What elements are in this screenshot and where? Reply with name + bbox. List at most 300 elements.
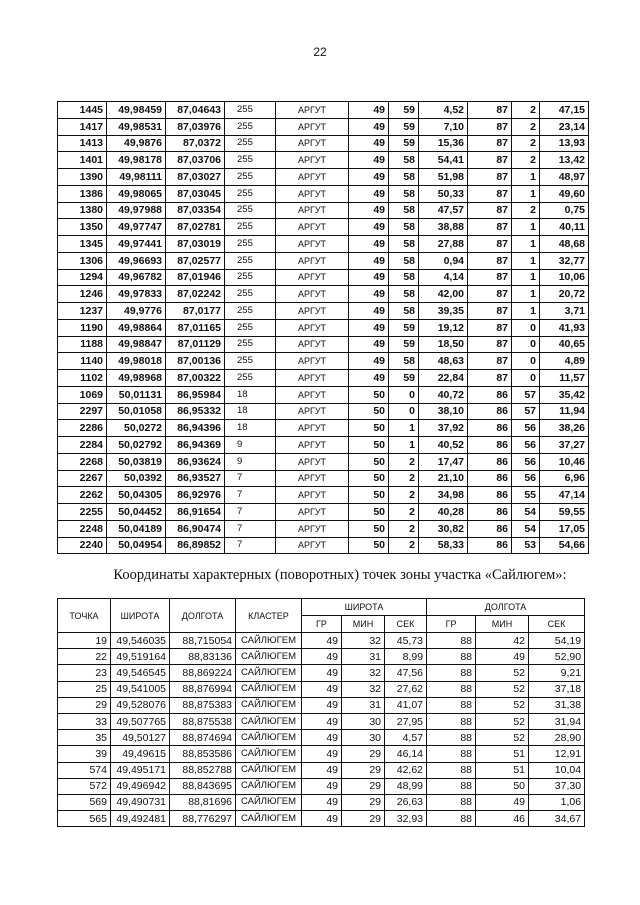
cluster-name-cell: АРГУТ: [276, 319, 349, 336]
lon-sec-cell: 38,26: [540, 420, 589, 437]
cluster-id-cell: 255: [225, 286, 276, 303]
lat-sec-cell: 27,88: [419, 236, 468, 253]
lat-deg-cell: 49: [302, 633, 342, 649]
lon-sec-cell: 9,21: [529, 665, 585, 681]
table-row: [58, 794, 585, 810]
cluster-name-cell: АРГУТ: [276, 219, 349, 236]
lat-sec-cell: 19,12: [419, 319, 468, 336]
lon-sec-cell: 0,75: [540, 202, 589, 219]
lon-deg-cell: 87: [468, 286, 512, 303]
lat-sec-cell: 42,62: [385, 762, 427, 778]
lat-sec-cell: 4,52: [419, 102, 468, 119]
longitude-cell: 86,92976: [166, 487, 225, 504]
longitude-cell: 86,94369: [166, 437, 225, 454]
lon-min-cell: 1: [512, 219, 540, 236]
latitude-cell: 50,01058: [107, 403, 166, 420]
lon-deg-cell: 88: [427, 697, 476, 713]
point-number-cell: 22: [58, 649, 111, 665]
lon-deg-cell: 86: [468, 386, 512, 403]
lat-deg-cell: 50: [349, 487, 389, 504]
cluster-cell: САЙЛЮГЕМ: [236, 697, 302, 713]
lat-sec-cell: 30,82: [419, 520, 468, 537]
lon-deg-cell: 88: [427, 730, 476, 746]
lat-deg-cell: 49: [302, 811, 342, 827]
lat-min-cell: 58: [389, 303, 419, 320]
lon-min-cell: 49: [476, 649, 529, 665]
latitude-cell: 49,97988: [107, 202, 166, 219]
point-number-cell: 565: [58, 811, 111, 827]
cluster-name-cell: АРГУТ: [276, 520, 349, 537]
lon-min-cell: 54: [512, 504, 540, 521]
lon-min-cell: 51: [476, 746, 529, 762]
lat-deg-cell: 49: [349, 236, 389, 253]
lon-sec-cell: 49,60: [540, 185, 589, 202]
lon-sec-cell: 17,05: [540, 520, 589, 537]
lat-sec-cell: 50,33: [419, 185, 468, 202]
lat-min-cell: 1: [389, 420, 419, 437]
cluster-name-cell: АРГУТ: [276, 269, 349, 286]
cluster-name-cell: АРГУТ: [276, 420, 349, 437]
lon-sec-cell: 20,72: [540, 286, 589, 303]
cluster-name-cell: АРГУТ: [276, 185, 349, 202]
lon-deg-cell: 87: [468, 102, 512, 119]
lat-min-cell: 32: [342, 665, 385, 681]
table-row: [58, 746, 585, 762]
lon-min-cell: 56: [512, 453, 540, 470]
latitude-cell: 49,98531: [107, 118, 166, 135]
lat-sec-cell: 4,57: [385, 730, 427, 746]
lat-deg-cell: 49: [349, 202, 389, 219]
cluster-cell: САЙЛЮГЕМ: [236, 730, 302, 746]
lat-min-cell: 32: [342, 681, 385, 697]
cluster-cell: САЙЛЮГЕМ: [236, 681, 302, 697]
lon-sec-cell: 31,38: [529, 697, 585, 713]
lon-min-cell: 52: [476, 665, 529, 681]
lat-deg-cell: 49: [302, 713, 342, 729]
lat-min-cell: 1: [389, 437, 419, 454]
lon-deg-cell: 88: [427, 794, 476, 810]
lon-sec-cell: 10,46: [540, 453, 589, 470]
latitude-cell: 49,507765: [111, 713, 170, 729]
lon-sec-cell: 34,67: [529, 811, 585, 827]
point-number-cell: 2268: [58, 453, 107, 470]
point-number-cell: 1345: [58, 236, 107, 253]
cluster-cell: САЙЛЮГЕМ: [236, 794, 302, 810]
lon-sec-cell: 40,11: [540, 219, 589, 236]
lat-min-cell: 2: [389, 520, 419, 537]
lat-min-cell: 58: [389, 236, 419, 253]
lon-deg-cell: 87: [468, 319, 512, 336]
lon-sec-cell: 10,04: [529, 762, 585, 778]
table-row: [58, 202, 589, 219]
lat-sec-cell: 17,47: [419, 453, 468, 470]
lon-sec-cell: 40,65: [540, 336, 589, 353]
table-row: [58, 487, 589, 504]
latitude-cell: 49,490731: [111, 794, 170, 810]
lat-min-cell: 59: [389, 102, 419, 119]
lon-deg-cell: 88: [427, 713, 476, 729]
table-row: [58, 437, 589, 454]
lon-min-cell: 55: [512, 487, 540, 504]
latitude-cell: 49,541005: [111, 681, 170, 697]
cluster-name-cell: АРГУТ: [276, 470, 349, 487]
lon-min-cell: 0: [512, 353, 540, 370]
lon-min-cell: 0: [512, 319, 540, 336]
cluster-name-cell: АРГУТ: [276, 152, 349, 169]
latitude-cell: 49,546545: [111, 665, 170, 681]
lon-min-cell: 56: [512, 470, 540, 487]
lon-deg-cell: 86: [468, 487, 512, 504]
cluster-name-cell: АРГУТ: [276, 236, 349, 253]
table-row: [58, 118, 589, 135]
table-row: [58, 633, 585, 649]
lat-deg-cell: 49: [349, 336, 389, 353]
lat-deg-cell: 49: [302, 730, 342, 746]
lon-min-cell: 54: [512, 520, 540, 537]
lon-sec-cell: 48,68: [540, 236, 589, 253]
lat-sec-cell: 15,36: [419, 135, 468, 152]
lon-min-cell: 49: [476, 794, 529, 810]
longitude-cell: 86,94396: [166, 420, 225, 437]
point-number-cell: 1188: [58, 336, 107, 353]
lon-deg-cell: 86: [468, 520, 512, 537]
lat-min-cell: 31: [342, 649, 385, 665]
latitude-cell: 49,519164: [111, 649, 170, 665]
cluster-cell: САЙЛЮГЕМ: [236, 778, 302, 794]
cluster-cell: САЙЛЮГЕМ: [236, 811, 302, 827]
lat-sec-cell: 4,14: [419, 269, 468, 286]
lon-sec-cell: 31,94: [529, 713, 585, 729]
lat-min-cell: 29: [342, 746, 385, 762]
lat-deg-cell: 49: [302, 697, 342, 713]
lat-min-cell: 58: [389, 286, 419, 303]
cluster-cell: САЙЛЮГЕМ: [236, 649, 302, 665]
point-number-cell: 1069: [58, 386, 107, 403]
lon-sec-cell: 35,42: [540, 386, 589, 403]
table-row: [58, 386, 589, 403]
latitude-cell: 49,98178: [107, 152, 166, 169]
lon-min-cell: 57: [512, 386, 540, 403]
longitude-cell: 88,83136: [170, 649, 236, 665]
longitude-cell: 88,869224: [170, 665, 236, 681]
cluster-name-cell: АРГУТ: [276, 537, 349, 554]
lat-min-cell: 29: [342, 762, 385, 778]
lat-deg-cell: 50: [349, 386, 389, 403]
lon-deg-cell: 88: [427, 778, 476, 794]
lon-deg-cell: 87: [468, 336, 512, 353]
lon-sec-cell: 41,93: [540, 319, 589, 336]
lon-deg-cell: 86: [468, 504, 512, 521]
lat-sec-cell: 48,99: [385, 778, 427, 794]
point-number-cell: 572: [58, 778, 111, 794]
cluster-id-cell: 18: [225, 386, 276, 403]
lat-min-cell: 2: [389, 504, 419, 521]
table-row: [58, 453, 589, 470]
point-number-cell: 1190: [58, 319, 107, 336]
lat-deg-cell: 50: [349, 537, 389, 554]
coordinates-table-argut: [57, 101, 589, 554]
point-number-cell: 1417: [58, 118, 107, 135]
lon-sec-cell: 28,90: [529, 730, 585, 746]
lat-sec-cell: 26,63: [385, 794, 427, 810]
point-number-cell: 1140: [58, 353, 107, 370]
cluster-id-cell: 255: [225, 252, 276, 269]
lat-sec-cell: 45,73: [385, 633, 427, 649]
lon-min-cell: 0: [512, 336, 540, 353]
longitude-cell: 87,02577: [166, 252, 225, 269]
lon-sec-cell: 32,77: [540, 252, 589, 269]
coordinates-table-sailyugem: [57, 598, 585, 827]
lat-deg-cell: 50: [349, 520, 389, 537]
cluster-name-cell: АРГУТ: [276, 504, 349, 521]
lat-deg-cell: 49: [302, 762, 342, 778]
lat-sec-cell: 47,56: [385, 665, 427, 681]
lon-sec-cell: 23,14: [540, 118, 589, 135]
lat-deg-cell: 49: [349, 135, 389, 152]
lat-sec-cell: 40,52: [419, 437, 468, 454]
lat-deg-cell: 49: [349, 219, 389, 236]
lon-min-cell: 0: [512, 370, 540, 387]
lon-sec-cell: 52,90: [529, 649, 585, 665]
point-number-cell: 2240: [58, 537, 107, 554]
cluster-id-cell: 255: [225, 353, 276, 370]
latitude-cell: 49,528076: [111, 697, 170, 713]
cluster-name-cell: АРГУТ: [276, 202, 349, 219]
longitude-cell: 86,95332: [166, 403, 225, 420]
longitude-cell: 87,0372: [166, 135, 225, 152]
header-lat-deg: ГР: [302, 616, 342, 633]
longitude-cell: 87,00136: [166, 353, 225, 370]
lon-min-cell: 56: [512, 437, 540, 454]
lat-sec-cell: 22,84: [419, 370, 468, 387]
point-number-cell: 1246: [58, 286, 107, 303]
cluster-name-cell: АРГУТ: [276, 403, 349, 420]
cluster-name-cell: АРГУТ: [276, 370, 349, 387]
table-row: [58, 370, 589, 387]
longitude-cell: 87,04643: [166, 102, 225, 119]
table-row: [58, 286, 589, 303]
lat-min-cell: 58: [389, 202, 419, 219]
lat-sec-cell: 8,99: [385, 649, 427, 665]
table-row: [58, 778, 585, 794]
lon-sec-cell: 10,06: [540, 269, 589, 286]
lat-sec-cell: 42,00: [419, 286, 468, 303]
lon-sec-cell: 37,18: [529, 681, 585, 697]
point-number-cell: 1350: [58, 219, 107, 236]
lon-deg-cell: 86: [468, 420, 512, 437]
lon-deg-cell: 86: [468, 453, 512, 470]
cluster-id-cell: 18: [225, 420, 276, 437]
point-number-cell: 33: [58, 713, 111, 729]
lat-min-cell: 0: [389, 386, 419, 403]
lat-deg-cell: 50: [349, 453, 389, 470]
longitude-cell: 88,81696: [170, 794, 236, 810]
header-latitude: ШИРОТА: [111, 599, 170, 633]
latitude-cell: 50,04305: [107, 487, 166, 504]
header-longitude-group: ДОЛГОТА: [427, 599, 585, 616]
latitude-cell: 50,01131: [107, 386, 166, 403]
point-number-cell: 1401: [58, 152, 107, 169]
lat-sec-cell: 38,88: [419, 219, 468, 236]
latitude-cell: 49,98968: [107, 370, 166, 387]
point-number-cell: 1237: [58, 303, 107, 320]
cluster-id-cell: 255: [225, 169, 276, 186]
lat-sec-cell: 32,93: [385, 811, 427, 827]
latitude-cell: 49,49615: [111, 746, 170, 762]
lon-deg-cell: 88: [427, 811, 476, 827]
longitude-cell: 88,875538: [170, 713, 236, 729]
latitude-cell: 49,492481: [111, 811, 170, 827]
lat-sec-cell: 0,94: [419, 252, 468, 269]
lon-deg-cell: 87: [468, 252, 512, 269]
latitude-cell: 49,98459: [107, 102, 166, 119]
lon-deg-cell: 87: [468, 236, 512, 253]
cluster-id-cell: 255: [225, 219, 276, 236]
lon-deg-cell: 87: [468, 118, 512, 135]
latitude-cell: 49,9776: [107, 303, 166, 320]
lat-deg-cell: 49: [349, 353, 389, 370]
lon-deg-cell: 86: [468, 403, 512, 420]
longitude-cell: 87,03019: [166, 236, 225, 253]
lat-min-cell: 58: [389, 185, 419, 202]
lat-sec-cell: 34,98: [419, 487, 468, 504]
point-number-cell: 25: [58, 681, 111, 697]
lon-min-cell: 56: [512, 420, 540, 437]
lat-sec-cell: 47,57: [419, 202, 468, 219]
lat-deg-cell: 49: [302, 665, 342, 681]
lon-sec-cell: 11,57: [540, 370, 589, 387]
cluster-cell: САЙЛЮГЕМ: [236, 746, 302, 762]
lat-min-cell: 29: [342, 778, 385, 794]
lat-min-cell: 59: [389, 336, 419, 353]
longitude-cell: 87,02242: [166, 286, 225, 303]
point-number-cell: 574: [58, 762, 111, 778]
longitude-cell: 87,03976: [166, 118, 225, 135]
latitude-cell: 50,03819: [107, 453, 166, 470]
cluster-id-cell: 255: [225, 336, 276, 353]
longitude-cell: 87,01129: [166, 336, 225, 353]
lat-min-cell: 29: [342, 811, 385, 827]
longitude-cell: 88,876994: [170, 681, 236, 697]
lon-min-cell: 1: [512, 269, 540, 286]
lon-min-cell: 2: [512, 135, 540, 152]
lat-sec-cell: 54,41: [419, 152, 468, 169]
table-row: [58, 470, 589, 487]
lat-min-cell: 58: [389, 152, 419, 169]
lat-deg-cell: 49: [349, 303, 389, 320]
lon-deg-cell: 86: [468, 470, 512, 487]
lon-sec-cell: 3,71: [540, 303, 589, 320]
lat-min-cell: 2: [389, 470, 419, 487]
page-number: 22: [313, 45, 327, 59]
lon-sec-cell: 47,15: [540, 102, 589, 119]
lat-min-cell: 32: [342, 633, 385, 649]
table-row: [58, 169, 589, 186]
lat-sec-cell: 51,98: [419, 169, 468, 186]
point-number-cell: 1294: [58, 269, 107, 286]
lon-deg-cell: 88: [427, 762, 476, 778]
lat-sec-cell: 7,10: [419, 118, 468, 135]
longitude-cell: 88,715054: [170, 633, 236, 649]
longitude-cell: 86,95984: [166, 386, 225, 403]
lat-sec-cell: 21,10: [419, 470, 468, 487]
cluster-id-cell: 255: [225, 118, 276, 135]
lat-deg-cell: 49: [349, 102, 389, 119]
lon-min-cell: 52: [476, 697, 529, 713]
lat-min-cell: 2: [389, 537, 419, 554]
longitude-cell: 88,853586: [170, 746, 236, 762]
point-number-cell: 2284: [58, 437, 107, 454]
lon-min-cell: 51: [476, 762, 529, 778]
point-number-cell: 2255: [58, 504, 107, 521]
lat-min-cell: 58: [389, 219, 419, 236]
lon-min-cell: 2: [512, 102, 540, 119]
lon-deg-cell: 87: [468, 202, 512, 219]
header-cluster: КЛАСТЕР: [236, 599, 302, 633]
lon-deg-cell: 87: [468, 219, 512, 236]
lon-min-cell: 1: [512, 286, 540, 303]
cluster-id-cell: 18: [225, 403, 276, 420]
cluster-name-cell: АРГУТ: [276, 353, 349, 370]
lat-deg-cell: 49: [302, 649, 342, 665]
cluster-id-cell: 255: [225, 185, 276, 202]
longitude-cell: 87,03706: [166, 152, 225, 169]
cluster-id-cell: 255: [225, 319, 276, 336]
lon-deg-cell: 88: [427, 681, 476, 697]
latitude-cell: 49,98111: [107, 169, 166, 186]
lon-sec-cell: 13,93: [540, 135, 589, 152]
table-row: [58, 102, 589, 119]
lat-sec-cell: 46,14: [385, 746, 427, 762]
lat-min-cell: 59: [389, 370, 419, 387]
header-lon-deg: ГР: [427, 616, 476, 633]
latitude-cell: 49,546035: [111, 633, 170, 649]
lat-min-cell: 29: [342, 794, 385, 810]
lat-sec-cell: 39,35: [419, 303, 468, 320]
latitude-cell: 49,97833: [107, 286, 166, 303]
lat-deg-cell: 50: [349, 504, 389, 521]
longitude-cell: 88,852788: [170, 762, 236, 778]
longitude-cell: 88,874694: [170, 730, 236, 746]
table-row: [58, 185, 589, 202]
longitude-cell: 88,843695: [170, 778, 236, 794]
point-number-cell: 1386: [58, 185, 107, 202]
lon-deg-cell: 86: [468, 437, 512, 454]
cluster-cell: САЙЛЮГЕМ: [236, 665, 302, 681]
table-row: [58, 236, 589, 253]
lat-deg-cell: 49: [302, 681, 342, 697]
lat-min-cell: 2: [389, 453, 419, 470]
lat-deg-cell: 50: [349, 437, 389, 454]
longitude-cell: 87,03027: [166, 169, 225, 186]
cluster-name-cell: АРГУТ: [276, 386, 349, 403]
lon-sec-cell: 37,27: [540, 437, 589, 454]
latitude-cell: 49,98847: [107, 336, 166, 353]
longitude-cell: 86,89852: [166, 537, 225, 554]
longitude-cell: 87,03045: [166, 185, 225, 202]
cluster-name-cell: АРГУТ: [276, 118, 349, 135]
lon-sec-cell: 37,30: [529, 778, 585, 794]
lon-deg-cell: 87: [468, 135, 512, 152]
lon-min-cell: 1: [512, 252, 540, 269]
lat-deg-cell: 49: [349, 370, 389, 387]
latitude-cell: 49,9876: [107, 135, 166, 152]
point-number-cell: 1102: [58, 370, 107, 387]
lat-deg-cell: 49: [349, 252, 389, 269]
lon-sec-cell: 54,66: [540, 537, 589, 554]
latitude-cell: 49,50127: [111, 730, 170, 746]
lon-deg-cell: 87: [468, 303, 512, 320]
